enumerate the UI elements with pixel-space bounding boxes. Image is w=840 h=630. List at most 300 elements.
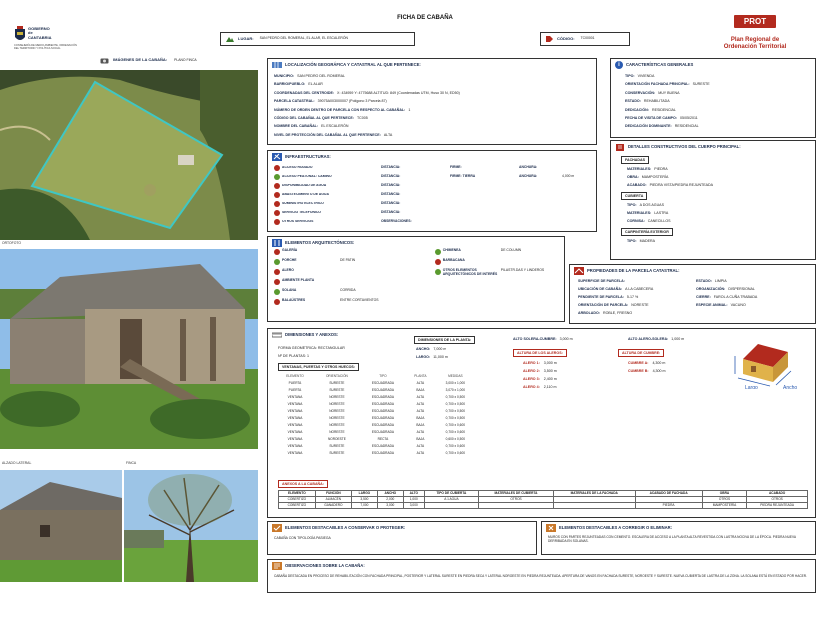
table-cell: RECTA [377,436,389,441]
table-cell: SURESTE [329,450,345,455]
cumbre-key: CUMBRE A: [628,361,649,365]
dimensiones-panel [267,328,816,518]
anexos-header-cell: LARGO [352,491,378,497]
ortho-caption: ORTOFOTO [2,241,22,245]
shield-icon [272,524,282,532]
localizacion-row-value: SAN PEDRO DEL ROMERAL [297,74,345,78]
table-cell: ESCUADRADA [371,408,395,413]
infra-distancia: DISTANCIA: [381,182,401,187]
table-cell: NORESTE [329,429,345,434]
front-photo [0,249,258,449]
cumbre-value: 4,300 m [652,369,666,373]
observaciones-panel [267,559,816,593]
constructivos-key: MATERIALES: [627,211,652,216]
generales-row-value: REHABILITADA [643,99,670,104]
parcela-panel [569,264,816,324]
generales-header [611,59,815,71]
cross-icon [274,249,280,255]
parcela-key: ARBOLADO: [578,311,600,315]
parcela-row [578,309,807,317]
constructivos-row [621,201,805,209]
table-row [276,415,476,422]
cross-icon [435,259,441,265]
generales-row-value: RESIDENCIAL [651,107,676,112]
constructivos-group-tag: CARPINTERÍA EXTERIOR [621,228,673,236]
table-cell: ALTA [416,443,425,448]
cumbre-tag: ALTURA DE CUMBRE: [618,349,664,357]
infra-row [274,208,590,217]
generales-row-value: VIVIENDA [637,74,655,78]
constructivos-key: CORNISA: [627,219,645,224]
tag-icon [545,35,554,43]
localizacion-row [274,114,590,122]
alto-solera-row [513,337,573,341]
parcela-col-b [696,293,757,301]
anexos-tag: ANEXOS A LA CABAÑA: [278,480,328,488]
infra-label: SUMINISTRO ELÉCTRICO [282,201,324,205]
parcela-value: ROBLE, FRESNO [602,311,633,315]
generales-row-key: DEDICACIÓN DOMINANTE: [625,124,672,129]
largo-value: 11,000 m [433,355,448,359]
parcela-key2: ORGANIZACIÓN: [696,287,726,291]
table-cell: NOROESTE [327,436,346,441]
ventanas-header-cell: TIPO [379,373,387,378]
logo-line1: GOBIERNO [28,26,50,31]
generales-row-key: ESTADO: [625,99,641,104]
table-row [276,429,476,436]
table-cell: 0,700 x 0,500 [445,408,465,413]
table-cell: SURESTE [329,380,345,385]
localizacion-title: LOCALIZACIÓN GEOGRÁFICA Y CATASTRAL AL QUE PERTENECE: [285,61,421,67]
alero-key: ALERO 1: [523,361,540,365]
table-cell: COBERTIZO [279,497,316,503]
table-cell: SURESTE [329,443,345,448]
prot-logo [700,15,810,60]
ventanas-header-cell: PLANTA [414,373,427,378]
cross-icon [274,279,280,285]
parcela-value2: DISPERSIONAL [728,287,755,291]
table-cell: NORESTE [329,408,345,413]
table-cell: PUERTA [288,380,302,385]
table-cell: 2,000 [377,497,403,503]
localizacion-row-value: 1 [408,107,411,112]
ventanas-tag: VENTANAS, PUERTAS Y OTROS HUECOS: [278,363,359,371]
table-cell: COBERTIZO [279,503,316,509]
alero-value: 3,500 m [543,369,557,373]
table-cell: 3,000 x 1,000 [445,380,465,385]
largo-row [416,355,448,359]
infra-anchura: ANCHURA: [519,173,538,178]
parcela-key2: ESPECIE ANIMAL: [696,303,728,307]
localizacion-row-key: CÓDIGO DEL CABAÑAL AL QUE PERTENECE: [274,116,354,121]
forma-geometrica: FORMA GEOMÉTRICA: RECTANGULAR [278,346,345,350]
infra-distancia: DISTANCIA: [381,164,401,169]
arqui-item [274,259,427,269]
table-cell: A 1 AGUA [424,497,478,503]
check-icon [274,259,280,265]
table-cell: ESCUADRADA [371,387,395,392]
cross-icon [274,201,280,207]
arqui-label: PORCHE [282,258,297,262]
aerial-photo [0,70,258,240]
table-row [276,401,476,408]
alero-row [523,359,557,367]
infraestructuras-panel [267,150,597,232]
logo [14,26,114,52]
arqui-right-list [435,249,558,309]
conservar-panel [267,521,537,555]
info-icon: i [615,61,623,69]
table-cell: 0,700 x 0,500 [445,401,465,406]
parcela-col-b [696,309,699,317]
numero-plantas: Nº DE PLANTAS: 1 [278,354,310,358]
constructivos-key: OBRA: [627,175,639,180]
table-cell: 3,500 [352,497,378,503]
ancho-diagram-label: Ancho [783,385,798,389]
table-row [276,380,476,387]
warning-icon [546,524,556,532]
infra-distancia: DISTANCIA: [381,173,401,178]
arqui-left-list [274,249,427,309]
table-cell: BAJA [416,436,425,441]
parcela-value2: FAROL A CUÑA TRABADA [713,295,758,299]
anexos-header-cell: FUNCIÓN [315,491,351,497]
parcela-value2: LIMPIA [714,279,727,283]
table-row [276,408,476,415]
corregir-panel [541,521,816,555]
table-cell: 1,000 [403,497,424,503]
ventanas-header-cell: ORIENTACIÓN [325,373,348,378]
generales-row [625,106,801,114]
table-cell: VENTANA [287,408,303,413]
house-dimensions-diagram [723,334,808,389]
lateral-caption: ALZADO LATERAL [2,461,32,465]
parcel-icon [574,267,584,275]
constructivos-value: MAMPOSTERÍA [641,175,669,180]
table-row [276,443,476,450]
arqui-extra: DE COLUMN [500,248,522,252]
constructivos-row [621,217,805,225]
generales-row-value: 05/05/2011 [679,116,698,121]
constructivos-key: MATERIALES: [627,167,652,172]
lugar-value: SAN PEDRO DEL ROMERAL, EL ALAR, EL ESCALERÓN [259,36,348,41]
constructivos-row [621,165,805,173]
table-cell: OTROS [747,497,808,503]
table-cell: ESCUADRADA [371,380,395,385]
infra-distancia: DISTANCIA: [381,191,401,196]
constructivos-row [621,181,805,189]
localizacion-row [274,80,590,88]
arqui-label: AMBIENTE PLANTA [282,278,315,282]
table-cell: OTROS [479,497,554,503]
ventanas-body [276,380,476,457]
table-cell: PIEDRA REJUNTEADA [747,503,808,509]
localizacion-row-value: 39075A003000007 (Polígono 3 Parcela 87) [317,99,387,104]
check-icon [435,249,441,255]
arquitectonicos-panel [267,236,565,322]
generales-title: CARACTERÍSTICAS GENERALES [626,61,694,67]
generales-row [625,89,801,97]
parcela-key: PENDIENTE DE PARCELA: [578,295,624,299]
prot-line1: Plan Regional de [730,37,780,44]
table-cell: VENTANA [287,401,303,406]
arqui-extra: DE PATIN [340,258,356,262]
cross-icon [274,269,280,275]
generales-row-value: MUY BUENA [658,90,680,95]
observaciones-header [268,560,815,572]
infra-label: ACCESO RODADO [282,165,313,169]
infra-label: ABASTECIMIENTO DE AGUA [282,192,329,196]
infra-title: INFRAESTRUCTURAS: [285,153,331,159]
alto-alero-row [628,337,684,341]
alero-key: ALERO 2: [523,369,540,373]
cross-icon [274,183,280,189]
table-cell: ALTA [416,408,425,413]
constructivos-row [621,237,805,245]
anexos-header-cell: ALTO [403,491,424,497]
localizacion-row-key: NOMBRE DEL CABAÑAL: [274,124,319,129]
parcela-key: SUPERFICIE DE PARCELA: [578,279,625,283]
infra-row [274,172,590,181]
alero-row [523,375,557,383]
lugar-field [220,32,415,46]
localizacion-row-key: NIVEL DE PROTECCIÓN DEL CABAÑAL AL QUE PERTENECE: [274,132,381,137]
infra-distancia: DISTANCIA: [381,209,401,214]
parcela-row [578,277,807,285]
anexos-header-cell: MATERIALES DE LA FACHADA [553,491,635,497]
table-cell: NORESTE [329,394,345,399]
table-cell: VENTANA [287,436,303,441]
generales-row [625,122,801,130]
constructivos-groups [611,153,815,245]
generales-row [625,114,801,122]
alero-key: ALERO 4: [523,385,540,389]
parcela-col-b [696,301,746,309]
localizacion-row-value: TC005 [356,116,368,121]
anexos-header-cell: TIPO DE CUBIERTA [424,491,478,497]
table-cell: 0,700 x 0,600 [445,450,465,455]
table-cell: ALTA [416,429,425,434]
cumbre-key: CUMBRE B: [628,369,649,373]
arqui-label: ALERO [282,268,294,272]
anexos-header-cell: ANCHO [377,491,403,497]
localizacion-row [274,131,590,139]
localizacion-row-key: MUNICIPIO: [274,74,295,78]
table-cell: VENTANA [287,422,303,427]
arqui-item [274,299,427,309]
localizacion-row-value: ALTA [383,132,393,137]
largo-diagram-label: Largo [745,385,758,389]
generales-row-key: TIPO: [625,74,635,78]
column-icon [272,239,282,247]
prot-line2: Ordenación Territorial [723,44,787,51]
table-cell: ESCUADRADA [371,415,395,420]
finca-caption: FINCA [126,461,137,465]
alero-value: 2,400 m [543,377,557,381]
page-title: FICHA DE CABAÑA [397,15,453,21]
localizacion-row [274,89,590,97]
infra-row [274,181,590,190]
note-icon [272,562,282,570]
cumbre-list [628,359,666,375]
table-cell: VENTANA [287,394,303,399]
table-cell: VENTANA [287,450,303,455]
ventanas-header-row [276,373,476,380]
check-icon [435,269,441,275]
check-icon [274,174,280,180]
building-icon [615,143,625,151]
localizacion-row-value: X: 434959 Y: 4775688 ALTITUD: 849 (Coordenadas UTM, Huso 30 N, ED50) [337,90,460,95]
generales-row-key: ORIENTACIÓN FACHADA PRINCIPAL: [625,82,690,87]
table-row [276,422,476,429]
anexos-header-cell: ACABADO DE FACHADA [635,491,702,497]
ventanas-header-cell: MEDIDAS [448,373,463,378]
arqui-label: CHIMENEA [442,248,461,252]
alero-row [523,383,557,391]
localizacion-panel [267,58,597,145]
anexos-header-cell: OBRA [702,491,747,497]
ancho-label: ANCHO: [416,347,431,351]
infra-firme: FIRME: [450,164,462,169]
anexos-table [278,490,808,509]
logo-sub1: CONSEJERÍA DE MEDIO AMBIENTE, ORDENACIÓN [14,44,77,47]
conservar-text: CABAÑA CON TIPOLOGÍA PASIEGA [274,536,331,540]
map-icon [272,61,282,69]
cross-icon [274,299,280,305]
constructivos-key: TIPO: [627,239,637,244]
cross-icon [274,165,280,171]
alero-value: 2,110 m [543,385,557,389]
conservar-title: ELEMENTOS DESTACABLES A CONSERVAR O PROTEGER: [285,524,406,530]
aerial-photo-header [100,57,197,64]
corregir-header [542,522,815,534]
generales-row [625,97,801,105]
parcela-key2: ESTADO: [696,279,712,283]
table-cell: ALTA [416,380,425,385]
table-cell: 3,000 [403,503,424,509]
generales-row-key: DEDICACIÓN: [625,107,649,112]
constructivos-panel [610,140,816,260]
observaciones-title: OBSERVACIONES SOBRE LA CABAÑA: [285,562,365,568]
cross-icon [274,219,280,225]
parcela-col-b [696,285,755,293]
table-cell: NORESTE [329,422,345,427]
table-cell: BAJA [416,422,425,427]
parcela-value: 5-17 % [626,295,639,299]
arqui-label: BARBACANA [442,258,465,262]
dimensiones-title: DIMENSIONES Y ANEXOS: [285,331,339,337]
alto-solera-label: ALTO SOLERA-CUMBRE: [513,337,557,341]
constructivos-header [611,141,815,153]
constructivos-key: TIPO: [627,203,637,208]
largo-label: LARGO: [416,355,431,359]
alero-value: 3,000 m [543,361,557,365]
table-row [276,436,476,443]
arqui-label: BALAÚSTRES [282,298,306,302]
infra-distancia: OBSERVACIONES: [381,218,412,223]
table-cell: ESCUADRADA [371,450,395,455]
arqui-title: ELEMENTOS ARQUITECTÓNICOS: [285,239,355,245]
parcela-key2: CIERRE: [696,295,711,299]
generales-row-key: CONSERVACIÓN: [625,90,656,95]
planta-tag: DIMENSIONES DE LA PLANTA: [414,336,475,344]
arqui-label: SOLANA [282,288,297,292]
constructivos-group-tag: FACHADAS [621,156,649,164]
constructivos-value: MADERA [639,239,655,244]
cross-icon [274,192,280,198]
constructivos-value: PIEDRA VISTA/PIEDRA REJUNTEADA [649,183,714,188]
parcela-value2: VACUNO [730,303,746,307]
table-cell: NORESTE [329,415,345,420]
parcela-col-a [578,301,696,309]
table-cell: GANADERO [315,503,351,509]
table-cell: 0,600 x 0,500 [445,436,465,441]
observaciones-text: CABAÑA DESTACADA EN PROCESO DE REHABILITACIÓN CON FACHADA PRINCIPAL, POSTERIOR Y LATERAL SURESTE EN PIEDRA SECA Y LATERAL NOROESTE EN PIEDRA REJUNTEADA. APERTURA DE VANOS EN FACHADA SURESTE, NOROESTE Y SURESTE. NUEVA CUBIERTA DE LASTRA DE LA ZONA. LA SOLANA ESTÁ EN ESTADO POR HACER. [274,574,807,578]
infra-label: ACCESO PEATONAL: CAMINO [282,174,332,178]
anexos-header-cell: MATERIALES DE CUBIERTA [479,491,554,497]
table-cell: VENTANA [287,429,303,434]
infra-anchura: ANCHURA: [519,164,538,169]
table-cell: BAJA [416,387,425,392]
finca-photo [124,470,258,582]
table-row [279,503,808,509]
parcela-value: NORESTE [631,303,649,307]
ancho-value: 7,000 m [433,347,447,351]
table-row [276,387,476,394]
alto-alero-value: 1,000 m [671,337,685,341]
alto-alero-label: ALTO ALERO-SOLERA: [628,337,669,341]
table-row [276,450,476,457]
alero-key: ALERO 3: [523,377,540,381]
table-cell: ALMACÉN [315,497,351,503]
constructivos-group-tag: CUBIERTA [621,192,647,200]
parcela-row [578,301,807,309]
infra-row [274,190,590,199]
table-cell: ESCUADRADA [371,401,395,406]
anexos-header-cell: ACABADO [747,491,808,497]
localizacion-row [274,106,590,114]
aleros-tag: ALTURA DE LOS ALEROS: [513,349,567,357]
ventanas-table [276,373,476,457]
tools-icon [272,153,282,161]
ancho-row [416,347,446,351]
table-cell: 0,700 x 0,600 [445,422,465,427]
cumbre-value: 4,300 m [652,361,666,365]
generales-row-key: FECHA DE VISITA DE CAMPO: [625,116,677,121]
localizacion-rows [268,71,596,140]
generales-panel [610,58,816,138]
constructivos-value: CANECILLOS [647,219,671,224]
parcela-row [578,285,807,293]
infra-label: SERVICIO TELEFÓNICO [282,210,321,214]
table-cell [553,503,635,509]
table-row [276,394,476,401]
table-cell: ESCUADRADA [371,443,395,448]
constructivos-value: PIEDRA [654,167,668,172]
corregir-text: MUROS CON PARTES REJUNTEADAS CON CEMENTO. ESCALERA DE ACCESO A LA PLANTA ALTA REVESTIDA CON LASTRA NOCIVA DE LA ÉPOCA. PIEDRA NUEVA DERRIBADA EN SOLANAS. [548,535,796,543]
table-cell: OTROS [702,497,747,503]
table-cell: VENTANA [287,443,303,448]
parcela-col-a [578,277,696,285]
infra-distancia: DISTANCIA: [381,200,401,205]
parcela-header [570,265,815,277]
parcela-col-a [578,309,696,317]
parcela-row [578,293,807,301]
table-cell: 0,700 x 0,600 [445,443,465,448]
lugar-label: LUGAR: [238,35,254,41]
table-cell: 0,700 x 0,500 [445,394,465,399]
parcela-title: PROPIEDADES DE LA PARCELA CATASTRAL: [587,267,680,273]
